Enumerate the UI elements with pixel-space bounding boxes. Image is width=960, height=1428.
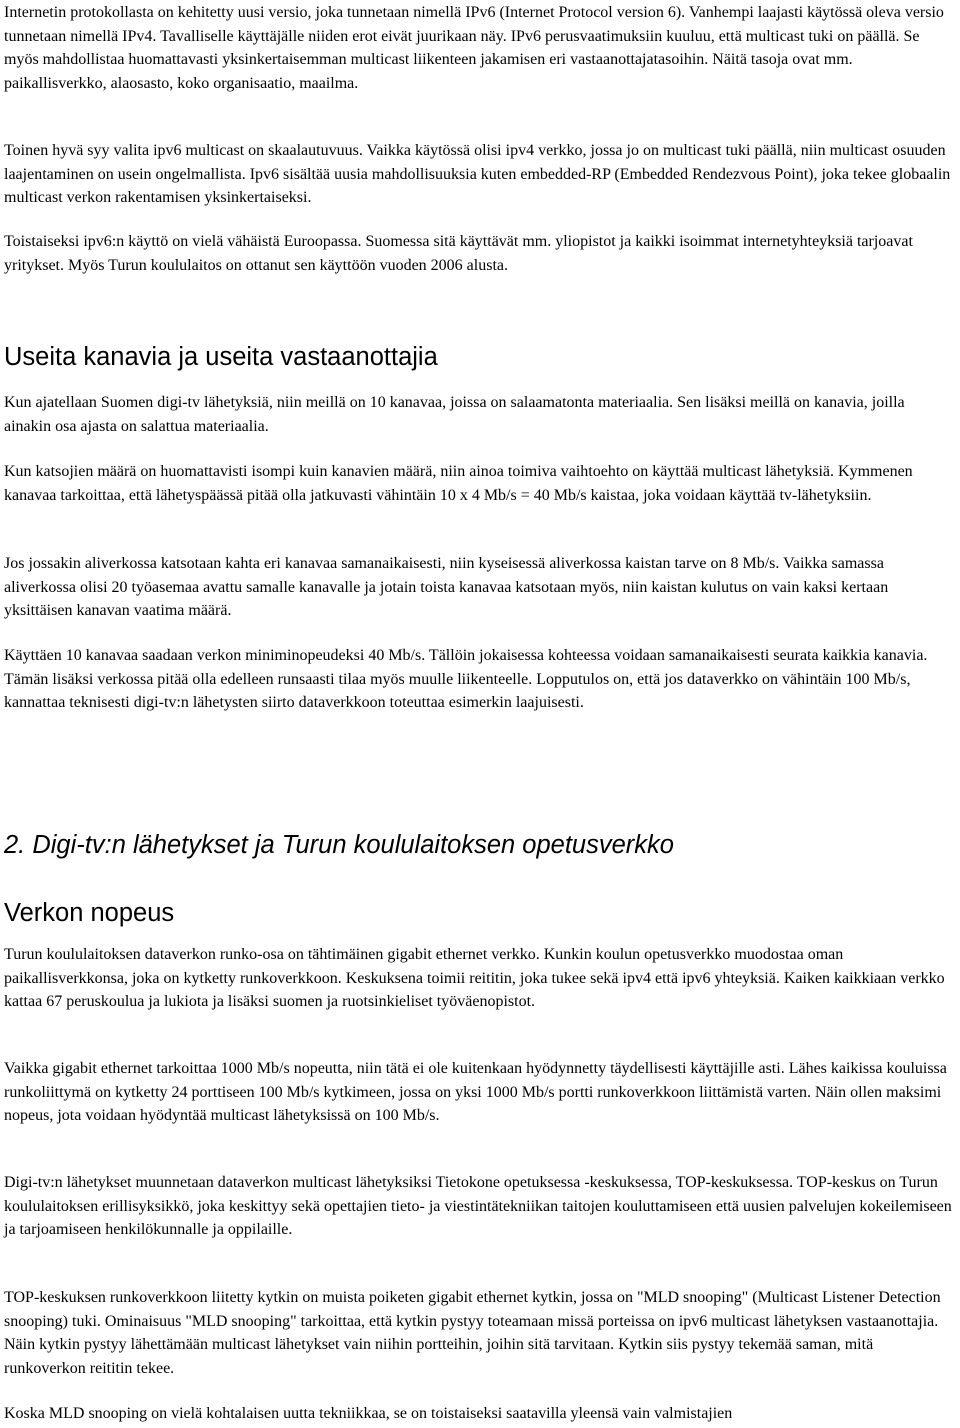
speed-paragraph-5: Koska MLD snooping on vielä kohtalaisen uutta tekniikkaa, se on toistaiseksi saatavilla yleensä vain valmistajien — [4, 1405, 733, 1422]
channels-paragraph-2: Kun katsojien määrä on huomattavisti isompi kuin kanavien määrä, niin ainoa toimiva vaihtoehto on käyttää multicast lähetyksiä. Kymmenen kanavaa tarkoittaa, että lähetyspäässä pitää olla jatkuvasti vähintäin 10 x 4 Mb/s = 40 Mb/s kaistaa, joka voidaan käyttää tv-lähetyksiin. — [4, 463, 913, 504]
intro-paragraph-2: Toinen hyvä syy valita ipv6 multicast on skaalautuvuus. Vaikka käytössä olisi ipv4 verkko, jossa jo on multicast tuki päällä, niin multicast osuuden laajentaminen on usein ongelmallista. Ipv6 sisältää uusia mahdollisuuksia kuten embedded-RP (Embedded Rendezvous Point), joka tekee globaalin multicast verkon rakentamisen yksinkertaiseksi. — [4, 142, 951, 206]
intro-paragraph-3: Toistaiseksi ipv6:n käyttö on vielä vähäistä Euroopassa. Suomessa sitä käyttävät mm. yliopistot ja kaikki isoimmat internetyhteyksiä tarjoavat yritykset. Myös Turun koululaitos on ottanut sen käyttöön vuoden 2006 alusta. — [4, 233, 913, 274]
channels-paragraph-4: Käyttäen 10 kanavaa saadaan verkon miniminopeudeksi 40 Mb/s. Tällöin jokaisessa kohteessa voidaan samanaikaisesti seurata kaikkia kanavia. Tämän lisäksi verkossa pitää olla edelleen runsaasti tilaa myös muulle liikenteelle. Lopputulos on, että jos dataverkko on vähintäin 100 Mb/s, kannattaa teknisesti digi-tv:n lähetysten siirto dataverkkoon toteuttaa esimerkin laajuisesti. — [4, 647, 928, 711]
speed-paragraph-3: Digi-tv:n lähetykset muunnetaan dataverkon multicast lähetyksiksi Tietokone opetuksessa -keskuksessa, TOP-keskuksessa. TOP-keskus on Turun koululaitoksen erillisyksikkö, joka keskittyy sekä opettajien tieto- ja viestintätekniikan taitojen kouluttamiseen että uusien palvelujen kokeilemiseen ja tarjoamiseen henkilökunnalle ja oppilaille. — [4, 1174, 952, 1238]
speed-paragraph-2: Vaikka gigabit ethernet tarkoittaa 1000 Mb/s nopeutta, niin tätä ei ole kuitenkaan hyödynnetty täydellisesti käyttäjille asti. Lähes kaikissa kouluissa runkoliittymä on kytketty 24 porttiseen 100 Mb/s kytkimeen, jossa on yksi 1000 Mb/s portti runkoverkkoon liittämistä varten. Näin ollen maksimi nopeus, jota voidaan hyödyntää multicast lähetyksissä on 100 Mb/s. — [4, 1060, 947, 1124]
section-heading-channels: Useita kanavia ja useita vastaanottajia — [4, 343, 438, 371]
channels-paragraph-1: Kun ajatellaan Suomen digi-tv lähetyksiä, niin meillä on 10 kanavaa, joissa on salaamatonta materiaalia. Sen lisäksi meillä on kanavia, joilla ainakin osa ajasta on salattua materiaalia. — [4, 394, 905, 435]
section-heading-speed: Verkon nopeus — [4, 899, 175, 927]
chapter-heading: 2. Digi-tv:n lähetykset ja Turun koululaitoksen opetusverkko — [4, 831, 674, 859]
speed-paragraph-4: TOP-keskuksen runkoverkkoon liitetty kytkin on muista poiketen gigabit ethernet kytkin, jossa on "MLD snooping" (Multicast Listener Detection snooping) tuki. Ominaisuus "MLD snooping" tarkoittaa, että kytkin pystyy toteamaan missä porteissa on ipv6 multicast lähetyksen vastaanottajia. Näin kytkin pystyy lähettämään multicast lähetykset vain niihin portteihin, joihin sitä tarvitaan. Kytkin siis pystyy tekemää saman, mitä runkoverkon reititin tekee. — [4, 1289, 941, 1377]
intro-paragraph-1: Internetin protokollasta on kehitetty uusi versio, joka tunnetaan nimellä IPv6 (Internet Protocol version 6). Vanhempi laajasti käytössä oleva versio tunnetaan nimellä IPv4. Tavalliselle käyttäjälle niiden erot eivät juurikaan näy. IPv6 perusvaatimuksiin kuuluu, että multicast tuki on päällä. Se myös mahdollistaa huomattavasti yksinkertaisemman multicast liikenteen jakamisen eri vastaanottajatasoihin. Näitä tasoja ovat mm. paikallisverkko, alaosasto, koko organisaatio, maailma. — [4, 4, 944, 92]
speed-paragraph-1: Turun koululaitoksen dataverkon runko-osa on tähtimäinen gigabit ethernet verkko. Kunkin koulun opetusverkko muodostaa oman paikallisverkkonsa, joka on kytketty runkoverkkoon. Keskuksena toimii reititin, joka tukee sekä ipv4 että ipv6 yhteyksiä. Kaiken kaikkiaan verkko kattaa 67 peruskoulua ja lukiota ja lisäksi suomen ja ruotsinkieliset työväenopistot. — [4, 946, 945, 1010]
channels-paragraph-3: Jos jossakin aliverkossa katsotaan kahta eri kanavaa samanaikaisesti, niin kyseisessä aliverkossa kaistan tarve on 8 Mb/s. Vaikka samassa aliverkossa olisi 20 työasemaa avattu samalle kanavalle ja jotain toista kanavaa katsotaan myös, niin kaistan kulutus on vain kaksi kertaan yksittäisen kanavan vaatima määrä. — [4, 555, 889, 619]
